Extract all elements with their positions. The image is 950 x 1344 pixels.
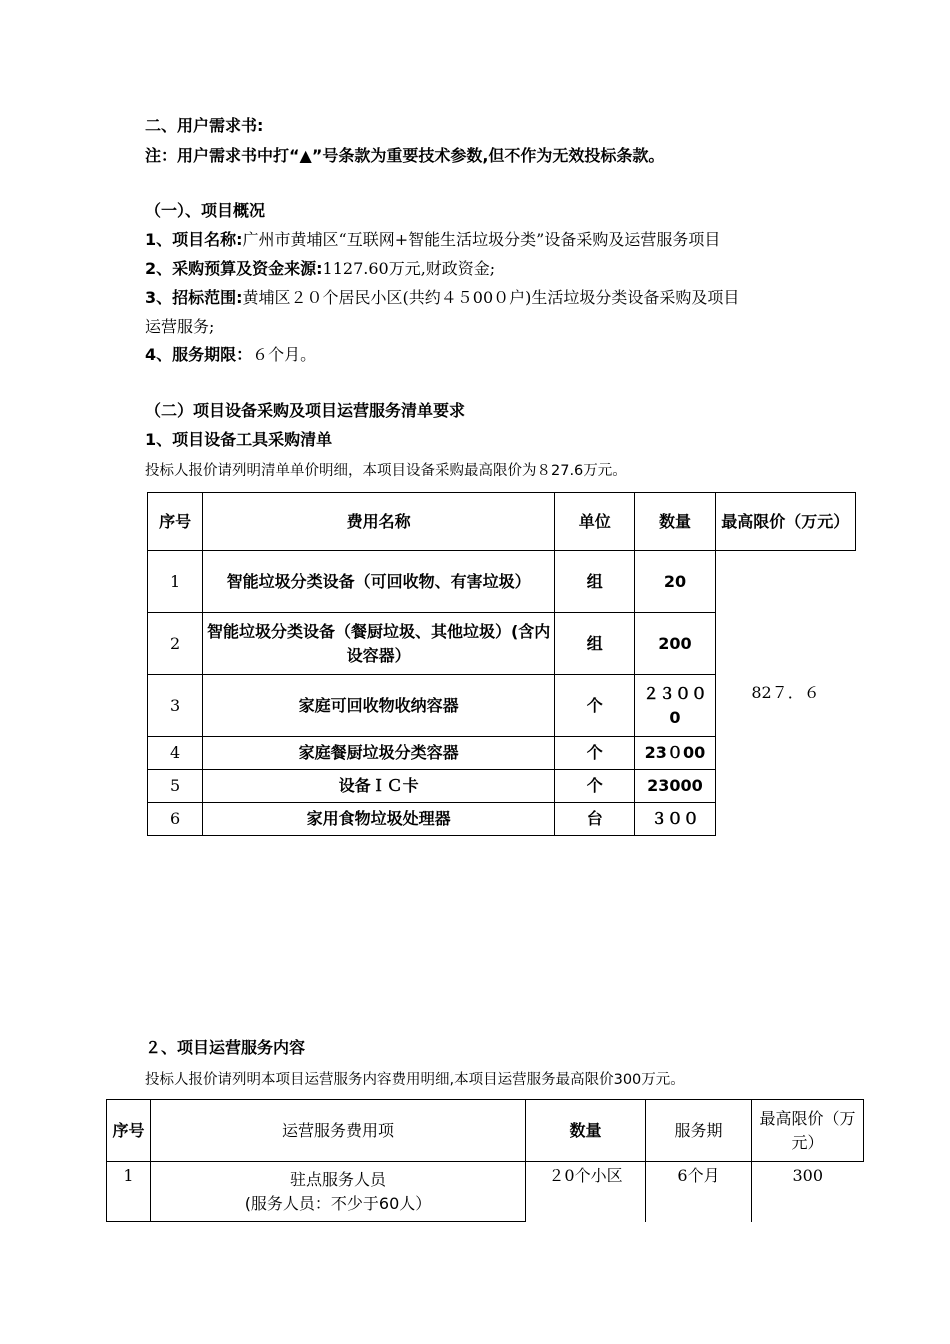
sub2-title: ２、项目运营服务内容 — [145, 1038, 306, 1057]
overview-item-4 — [145, 343, 316, 367]
item-value: 1127.60万元,财政资金; — [322, 259, 496, 278]
cell-name: 家庭可回收物收纳容器 — [203, 675, 555, 737]
item-label: 3、招标范围: — [145, 288, 243, 307]
cell-name: 智能垃圾分类设备（餐厨垃圾、其他垃圾）(含内设容器） — [203, 613, 555, 675]
note-text: 注：用户需求书中打“▲”号条款为重要技术参数,但不作为无效投标条款。 — [145, 146, 665, 165]
cell-name: 设备ＩＣ卡 — [203, 770, 555, 803]
cell-name: 家用食物垃圾处理器 — [203, 803, 555, 836]
cell-no: 1 — [148, 551, 203, 613]
cell-no: 5 — [148, 770, 203, 803]
section2-title: （二）项目设备采购及项目运营服务清单要求 — [145, 401, 466, 420]
cell-unit: 个 — [555, 737, 635, 770]
item-label: 2、采购预算及资金来源: — [145, 259, 323, 278]
header-item: 运营服务费用项 — [151, 1100, 526, 1162]
cell-period: 6个月 — [646, 1162, 752, 1222]
cell-qty: 20 — [635, 551, 715, 613]
item-line-1: 驻点服务人员 — [289, 1169, 386, 1189]
cell-no: 4 — [148, 737, 203, 770]
cell-unit: 个 — [555, 770, 635, 803]
overview-title: （一）、项目概况 — [145, 201, 266, 220]
table-header-row — [107, 1100, 864, 1162]
sub1-desc: 投标人报价请列明清单单价明细，本项目设备采购最高限价为８27.6万元。 — [145, 463, 627, 479]
cell-name: 家庭餐厨垃圾分类容器 — [203, 737, 555, 770]
sub1-title: 1、项目设备工具采购清单 — [145, 430, 333, 449]
table-row — [107, 1162, 864, 1222]
cell-qty: ２0个小区 — [526, 1162, 646, 1222]
table-row — [148, 551, 856, 613]
equipment-table — [147, 492, 856, 836]
header-qty: 数量 — [635, 493, 715, 551]
cell-no: 6 — [148, 803, 203, 836]
cell-qty: 23000 — [635, 770, 715, 803]
section-heading: 二、用户需求书: — [145, 116, 264, 135]
overview-item-3-cont: 运营服务; — [145, 317, 215, 336]
overview-item-1 — [145, 228, 720, 252]
header-limit: 最高限价（万元） — [715, 493, 855, 551]
header-no: 序号 — [107, 1100, 151, 1162]
cell-unit: 组 — [555, 613, 635, 675]
cell-no: 1 — [107, 1162, 151, 1222]
sub2-desc: 投标人报价请列明本项目运营服务内容费用明细,本项目运营服务最高限价300万元。 — [145, 1072, 685, 1088]
item-value: 广州市黄埔区“互联网+智能生活垃圾分类”设备采购及运营服务项目 — [242, 230, 721, 249]
cell-unit: 台 — [555, 803, 635, 836]
item-label: 1、项目名称: — [145, 230, 243, 249]
header-period: 服务期 — [646, 1100, 752, 1162]
cell-qty: ２３００0 — [635, 675, 715, 737]
item-value: ６个月。 — [252, 345, 317, 364]
item-label: 4、服务期限： — [145, 345, 253, 364]
cell-item — [151, 1162, 526, 1222]
item-value: 黄埔区２０个居民小区(共约４５00０户)生活垃圾分类设备采购及项目 — [242, 288, 740, 307]
header-limit: 最高限价（万元） — [752, 1100, 864, 1162]
cell-unit: 组 — [555, 551, 635, 613]
cell-limit: 82７．６ — [715, 551, 855, 836]
service-table — [106, 1099, 864, 1222]
overview-item-2 — [145, 257, 495, 281]
cell-unit: 个 — [555, 675, 635, 737]
header-unit: 单位 — [555, 493, 635, 551]
cell-qty: 23０00 — [635, 737, 715, 770]
cell-no: 3 — [148, 675, 203, 737]
cell-qty: ３００ — [635, 803, 715, 836]
overview-item-3 — [145, 286, 739, 310]
header-qty: 数量 — [526, 1100, 646, 1162]
item-line-2: (服务人员：不少于60人） — [244, 1193, 432, 1213]
cell-no: 2 — [148, 613, 203, 675]
cell-limit: 300 — [752, 1162, 864, 1222]
header-no: 序号 — [148, 493, 203, 551]
cell-name: 智能垃圾分类设备（可回收物、有害垃圾） — [203, 551, 555, 613]
table-header-row — [148, 493, 856, 551]
header-name: 费用名称 — [203, 493, 555, 551]
cell-qty: 200 — [635, 613, 715, 675]
